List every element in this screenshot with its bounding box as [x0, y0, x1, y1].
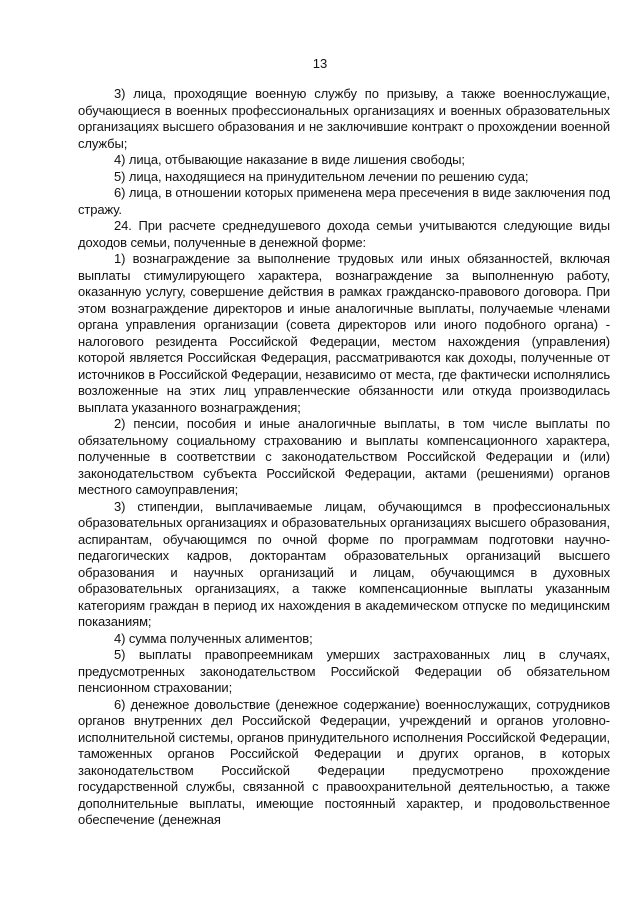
paragraph-item-3-military: 3) лица, проходящие военную службу по призыву, а также военнослужащие, обучающиеся в военных профессиональных организациях и военных образовательных организациях высшего образования и не заключившие контракт о прохождении военной службы; — [78, 86, 610, 151]
paragraph-item-5-compulsory-treatment: 5) лица, находящиеся на принудительном лечении по решению суда; — [114, 168, 529, 184]
paragraph-income-2-pensions: 2) пенсии, пособия и иные аналогичные выплаты, в том числе выплаты по обязательному социальному страхованию и выплаты компенсационного характера, полученные в соответствии с законодательством Российской Федерации и (или) законодательством субъекта Российской Федерации, актами (решениями) органов местного самоуправления; — [78, 416, 610, 497]
paragraph-income-6-allowance: 6) денежное довольствие (денежное содержание) военнослужащих, сотрудников органов внутренних дел Российской Федерации, учреждений и органов уголовно-исполнительной системы, органов принудительного исполнения Российской Федерации, таможенных органов Российской Федерации и других органов, в которых законодательством Российской Федерации предусмотрено прохождение государственной службы, связанной с правоохранительной деятельностью, а также дополнительные выплаты, имеющие постоянный характер, и продовольственное обеспечение (денежная — [78, 696, 610, 827]
document-body — [78, 86, 610, 829]
paragraph-income-5-successor-payments: 5) выплаты правопреемникам умерших застрахованных лиц в случаях, предусмотренных законодательством Российской Федерации об обязательном пенсионном страховании; — [78, 647, 610, 695]
paragraph-item-4-imprisoned: 4) лица, отбывающие наказание в виде лишения свободы; — [114, 152, 465, 167]
paragraph-item-6-custody: 6) лица, в отношении которых применена мера пресечения в виде заключения под стражу. — [78, 185, 610, 217]
paragraph-income-3-stipends: 3) стипендии, выплачиваемые лицам, обучающимся в профессиональных образовательных организациях и образовательных организациях высшего образования, аспирантам, обучающимся по очной форме по программам подготовки научно-педагогических кадров, докторантам образовательных организаций высшего образования и научных организаций и лицам, обучающимся в духовных образовательных организациях, а также компенсационные выплаты указанным категориям граждан в период их нахождения в академическом отпуске по медицинским показаниям; — [78, 498, 610, 629]
page-number: 13 — [312, 56, 328, 71]
paragraph-income-4-alimony: 4) сумма полученных алиментов; — [114, 630, 313, 646]
paragraph-section-24: 24. При расчете среднедушевого дохода семьи учитываются следующие виды доходов семьи, полученные в денежной форме: — [78, 218, 610, 250]
paragraph-income-1-remuneration: 1) вознаграждение за выполнение трудовых или иных обязанностей, включая выплаты стимулирующего характера, вознаграждение за выполненную работу, оказанную услугу, совершение действия в рамках гражданско-правового договора. При этом вознаграждение директоров и иные аналогичные выплаты, получаемые членами органа управления организации (совета директоров или иного подобного органа) - налогового резидента Российской Федерации, местом нахождения (управления) которой является Российская Федерация, рассматриваются как доходы, полученные от источников в Российской Федерации, независимо от места, где фактически исполнялись возложенные на этих лиц управленческие обязанности или откуда производилась выплата указанного вознаграждения; — [78, 251, 610, 415]
